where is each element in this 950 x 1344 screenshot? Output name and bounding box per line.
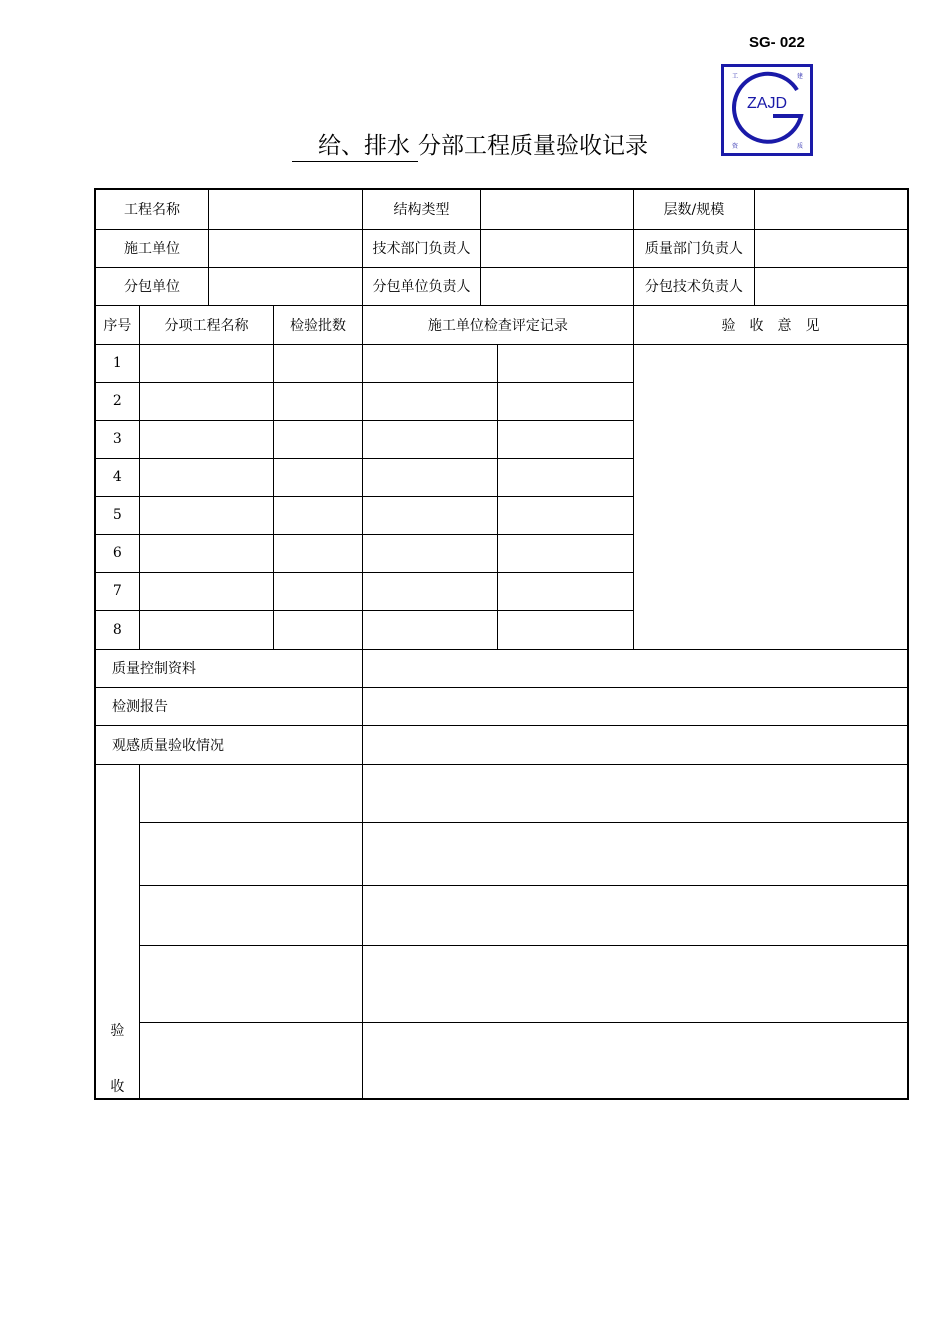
field-appearance[interactable] (362, 725, 908, 764)
acceptance-row (95, 764, 908, 822)
column-header-row (95, 305, 908, 344)
col-opinion: 验 收 意 见 (634, 305, 908, 344)
cell-item-name[interactable] (139, 610, 274, 649)
cell-inspection-a[interactable] (362, 458, 498, 496)
svg-text:ZAJD: ZAJD (747, 95, 787, 112)
row-number: 8 (95, 610, 139, 649)
table-row (95, 344, 908, 382)
cell-inspection-a[interactable] (362, 344, 498, 382)
acceptance-opinion-2[interactable] (362, 822, 908, 885)
svg-text:资: 资 (732, 143, 739, 150)
acceptance-opinion-1[interactable] (362, 764, 908, 822)
field-sub-head[interactable] (481, 267, 634, 305)
label-contractor: 施工单位 (95, 229, 209, 267)
cell-inspection-a[interactable] (362, 610, 498, 649)
acceptance-opinion-3[interactable] (362, 885, 908, 945)
col-inspection: 施工单位检查评定记录 (362, 305, 633, 344)
row-number: 3 (95, 420, 139, 458)
field-structure-type[interactable] (481, 189, 634, 229)
cell-item-name[interactable] (139, 572, 274, 610)
header-row-1 (95, 189, 908, 229)
cell-inspection-a[interactable] (362, 382, 498, 420)
title-text: 分部工程质量验收记录 (418, 133, 648, 159)
label-quality-head: 质量部门负责人 (634, 229, 755, 267)
cell-batches[interactable] (274, 344, 362, 382)
cell-batches[interactable] (274, 420, 362, 458)
cell-inspection-b[interactable] (498, 610, 634, 649)
cell-item-name[interactable] (139, 344, 274, 382)
cell-inspection-a[interactable] (362, 534, 498, 572)
acceptance-unit-1[interactable] (139, 764, 362, 822)
label-subcontractor: 分包单位 (95, 267, 209, 305)
cell-batches[interactable] (274, 534, 362, 572)
acceptance-unit-4[interactable] (139, 945, 362, 1022)
cell-batches[interactable] (274, 610, 362, 649)
cell-item-name[interactable] (139, 496, 274, 534)
acceptance-label: 验 收 (95, 764, 139, 1099)
cell-inspection-b[interactable] (498, 496, 634, 534)
field-tech-head[interactable] (481, 229, 634, 267)
cell-inspection-b[interactable] (498, 572, 634, 610)
field-subcontractor[interactable] (209, 267, 363, 305)
acceptance-form-table (94, 188, 909, 1100)
col-seq: 序号 (95, 305, 139, 344)
acceptance-unit-2[interactable] (139, 822, 362, 885)
zajd-logo (721, 64, 813, 156)
cell-item-name[interactable] (139, 534, 274, 572)
label-quality-docs: 质量控制资料 (95, 649, 362, 687)
cell-opinion[interactable] (634, 344, 908, 649)
row-number: 5 (95, 496, 139, 534)
cell-item-name[interactable] (139, 458, 274, 496)
row-number: 2 (95, 382, 139, 420)
field-quality-head[interactable] (754, 229, 908, 267)
label-tech-head: 技术部门负责人 (362, 229, 481, 267)
field-quality-docs[interactable] (362, 649, 908, 687)
cell-batches[interactable] (274, 458, 362, 496)
test-report-row (95, 687, 908, 725)
row-number: 7 (95, 572, 139, 610)
label-sub-head: 分包单位负责人 (362, 267, 481, 305)
field-floors-scale[interactable] (754, 189, 908, 229)
cell-item-name[interactable] (139, 382, 274, 420)
acceptance-opinion-4[interactable] (362, 945, 908, 1022)
field-sub-tech-head[interactable] (754, 267, 908, 305)
cell-inspection-a[interactable] (362, 420, 498, 458)
form-code: SG- 022 (749, 34, 805, 51)
label-floors-scale: 层数/规模 (634, 189, 755, 229)
cell-inspection-a[interactable] (362, 496, 498, 534)
appearance-row (95, 725, 908, 764)
header-row-3 (95, 267, 908, 305)
field-test-report[interactable] (362, 687, 908, 725)
svg-text:建: 建 (797, 73, 804, 80)
svg-text:工: 工 (732, 73, 739, 80)
acceptance-row (95, 1022, 908, 1099)
cell-item-name[interactable] (139, 420, 274, 458)
cell-inspection-b[interactable] (498, 382, 634, 420)
label-appearance: 观感质量验收情况 (95, 725, 362, 764)
col-item-name: 分项工程名称 (139, 305, 274, 344)
quality-docs-row (95, 649, 908, 687)
col-batches: 检验批数 (274, 305, 362, 344)
label-structure-type: 结构类型 (362, 189, 481, 229)
field-contractor[interactable] (209, 229, 363, 267)
page-title (292, 131, 648, 162)
svg-text:质: 质 (797, 143, 804, 150)
cell-batches[interactable] (274, 382, 362, 420)
cell-inspection-b[interactable] (498, 458, 634, 496)
acceptance-unit-5[interactable] (139, 1022, 362, 1099)
label-project-name: 工程名称 (95, 189, 209, 229)
row-number: 1 (95, 344, 139, 382)
acceptance-opinion-5[interactable] (362, 1022, 908, 1099)
cell-inspection-b[interactable] (498, 420, 634, 458)
title-fill-field[interactable]: 给、排水 (292, 131, 418, 162)
cell-inspection-b[interactable] (498, 534, 634, 572)
acceptance-row (95, 885, 908, 945)
header-row-2 (95, 229, 908, 267)
cell-inspection-a[interactable] (362, 572, 498, 610)
acceptance-row (95, 945, 908, 1022)
acceptance-unit-3[interactable] (139, 885, 362, 945)
cell-batches[interactable] (274, 496, 362, 534)
acceptance-row (95, 822, 908, 885)
row-number: 4 (95, 458, 139, 496)
row-number: 6 (95, 534, 139, 572)
label-sub-tech-head: 分包技术负责人 (634, 267, 755, 305)
cell-batches[interactable] (274, 572, 362, 610)
label-test-report: 检测报告 (95, 687, 362, 725)
field-project-name[interactable] (209, 189, 363, 229)
cell-inspection-b[interactable] (498, 344, 634, 382)
